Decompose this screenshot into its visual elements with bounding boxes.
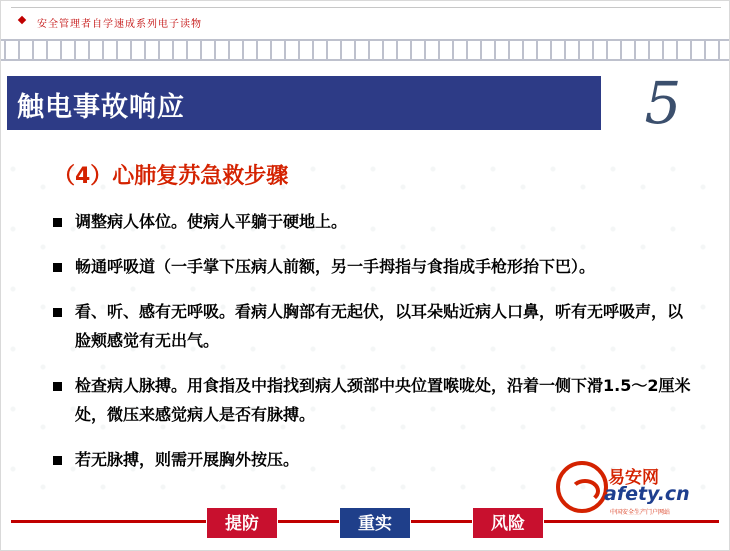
- top-bar: [1, 1, 730, 37]
- top-rule: [11, 7, 721, 8]
- bullet-text: 看、听、感有无呼吸。看病人胸部有无起伏，以耳朵贴近病人口鼻，听有无呼吸声，以脸颊感觉有无出气。: [75, 302, 684, 350]
- bullet-item: [51, 297, 691, 355]
- square-bullet-icon: [53, 263, 62, 272]
- nav-button-risk[interactable]: 风险: [472, 507, 544, 539]
- nav-button-prevent[interactable]: 提防: [206, 507, 278, 539]
- decorative-border: [1, 39, 730, 61]
- logo-mark-icon: [556, 461, 608, 513]
- bullet-item: [51, 207, 691, 236]
- bullet-item: [51, 252, 691, 281]
- section-subheading: （4）心肺复苏急救步骤: [53, 164, 289, 189]
- slide-title: 触电事故响应: [17, 92, 185, 123]
- square-bullet-icon: [53, 308, 62, 317]
- square-bullet-icon: [53, 456, 62, 465]
- bullet-item: [51, 371, 691, 429]
- site-logo[interactable]: [556, 459, 716, 519]
- diamond-bullet-icon: [18, 16, 26, 24]
- logo-brand-sub: 中国安全生产门户网站: [610, 509, 671, 516]
- bullet-text: 若无脉搏，则需开展胸外按压。: [75, 450, 300, 469]
- logo-brand-cn: 易安网: [608, 468, 659, 488]
- bullet-text: 调整病人体位。使病人平躺于硬地上。: [75, 212, 348, 231]
- square-bullet-icon: [53, 382, 62, 391]
- bullet-text: 畅通呼吸道（一手掌下压病人前额，另一手拇指与食指成手枪形抬下巴）。: [75, 257, 596, 276]
- logo-brand-en: afety.cn: [604, 483, 690, 505]
- series-text: 安全管理者自学速成系列电子读物: [37, 19, 202, 30]
- bullet-text: 检查病人脉搏。用食指及中指找到病人颈部中央位置喉咙处，沿着一侧下滑1.5～2厘米处，微压来感觉病人是否有脉搏。: [75, 376, 691, 424]
- title-band: [7, 76, 601, 130]
- chapter-number: 5: [644, 69, 682, 137]
- square-bullet-icon: [53, 218, 62, 227]
- nav-button-emphasis[interactable]: 重实: [339, 507, 411, 539]
- bullet-list: [51, 207, 691, 490]
